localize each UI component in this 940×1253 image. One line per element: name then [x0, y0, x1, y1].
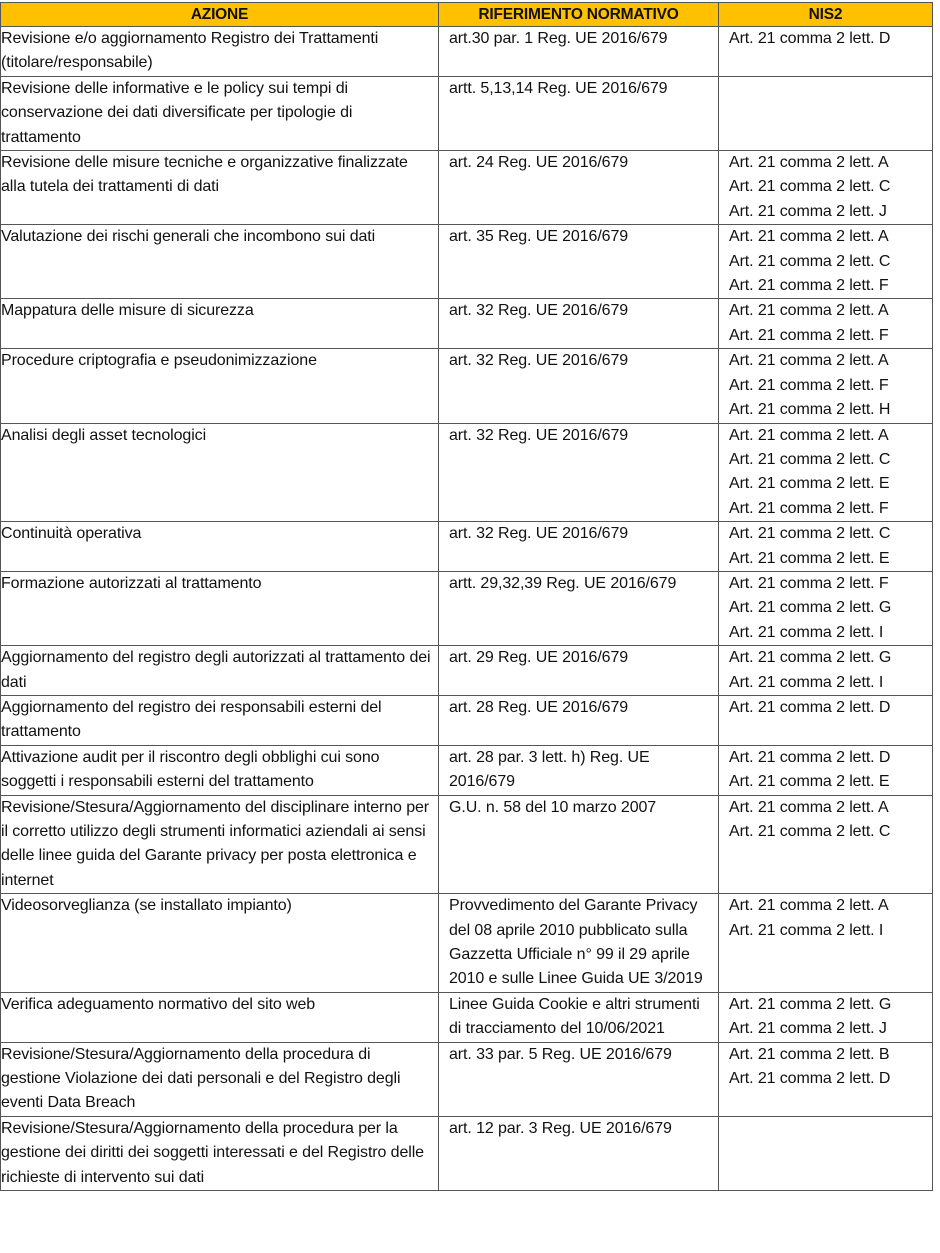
nis2-reference: Art. 21 comma 2 lett. D	[729, 748, 891, 766]
cell-nis2	[719, 423, 933, 522]
nis2-reference: Art. 21 comma 2 lett. I	[729, 921, 884, 939]
cell-nis2	[719, 349, 933, 423]
nis2-reference: Art. 21 comma 2 lett. A	[729, 228, 889, 246]
nis2-reference: Art. 21 comma 2 lett. G	[729, 995, 892, 1013]
cell-riferimento-normativo: art.30 par. 1 Reg. UE 2016/679	[439, 27, 719, 77]
cell-azione: Aggiornamento del registro dei responsabili esterni del trattamento	[1, 695, 439, 745]
cell-riferimento-normativo: art. 32 Reg. UE 2016/679	[439, 522, 719, 572]
nis2-reference: Art. 21 comma 2 lett. C	[729, 252, 891, 270]
table-header-row	[1, 3, 933, 27]
cell-riferimento-normativo: art. 32 Reg. UE 2016/679	[439, 423, 719, 522]
header-azione: AZIONE	[1, 3, 439, 27]
nis2-reference: Art. 21 comma 2 lett. J	[729, 202, 887, 220]
cell-azione: Attivazione audit per il riscontro degli obblighi cui sono soggetti i responsabili esterni del trattamento	[1, 745, 439, 795]
cell-azione: Revisione delle informative e le policy sui tempi di conservazione dei dati diversificate per tipologie di trattamento	[1, 76, 439, 150]
cell-riferimento-normativo: art. 29 Reg. UE 2016/679	[439, 646, 719, 696]
nis2-reference: Art. 21 comma 2 lett. F	[729, 277, 889, 295]
cell-nis2	[719, 27, 933, 77]
cell-riferimento-normativo: Provvedimento del Garante Privacy del 08 aprile 2010 pubblicato sulla Gazzetta Ufficiale n° 99 il 29 aprile 2010 e sulle Linee Guida UE 3/2019	[439, 894, 719, 993]
cell-nis2	[719, 225, 933, 299]
cell-riferimento-normativo: art. 24 Reg. UE 2016/679	[439, 151, 719, 225]
cell-riferimento-normativo: art. 33 par. 5 Reg. UE 2016/679	[439, 1042, 719, 1116]
cell-azione: Videosorveglianza (se installato impianto)	[1, 894, 439, 993]
nis2-reference: Art. 21 comma 2 lett. I	[729, 623, 884, 641]
table-row	[1, 225, 933, 299]
table-row	[1, 151, 933, 225]
header-nis2: NIS2	[719, 3, 933, 27]
table-row	[1, 27, 933, 77]
cell-riferimento-normativo: art. 28 par. 3 lett. h) Reg. UE 2016/679	[439, 745, 719, 795]
table-row	[1, 894, 933, 993]
nis2-reference: Art. 21 comma 2 lett. F	[729, 376, 889, 394]
nis2-reference: Art. 21 comma 2 lett. A	[729, 897, 889, 915]
cell-nis2	[719, 695, 933, 745]
header-riferimento-normativo: RIFERIMENTO NORMATIVO	[439, 3, 719, 27]
cell-azione: Revisione/Stesura/Aggiornamento del disciplinare interno per il corretto utilizzo degli strumenti informatici aziendali ai sensi delle linee guida del Garante privacy per posta elettronica e internet	[1, 795, 439, 894]
cell-nis2	[719, 1042, 933, 1116]
table-row	[1, 795, 933, 894]
cell-azione: Revisione delle misure tecniche e organizzative finalizzate alla tutela dei trattamenti di dati	[1, 151, 439, 225]
cell-riferimento-normativo: art. 12 par. 3 Reg. UE 2016/679	[439, 1116, 719, 1190]
nis2-reference: Art. 21 comma 2 lett. B	[729, 1045, 890, 1063]
cell-nis2	[719, 646, 933, 696]
nis2-reference: Art. 21 comma 2 lett. G	[729, 649, 892, 667]
nis2-reference: Art. 21 comma 2 lett. C	[729, 525, 891, 543]
cell-riferimento-normativo: art. 35 Reg. UE 2016/679	[439, 225, 719, 299]
cell-azione: Formazione autorizzati al trattamento	[1, 571, 439, 645]
table-row	[1, 299, 933, 349]
cell-riferimento-normativo: Linee Guida Cookie e altri strumenti di tracciamento del 10/06/2021	[439, 992, 719, 1042]
table-row	[1, 423, 933, 522]
cell-nis2	[719, 992, 933, 1042]
nis2-reference: Art. 21 comma 2 lett. F	[729, 326, 889, 344]
cell-nis2	[719, 76, 933, 150]
cell-azione: Verifica adeguamento normativo del sito web	[1, 992, 439, 1042]
cell-riferimento-normativo: art. 28 Reg. UE 2016/679	[439, 695, 719, 745]
nis2-reference: Art. 21 comma 2 lett. D	[729, 698, 891, 716]
cell-nis2	[719, 795, 933, 894]
cell-riferimento-normativo: artt. 5,13,14 Reg. UE 2016/679	[439, 76, 719, 150]
nis2-reference: Art. 21 comma 2 lett. E	[729, 549, 890, 567]
nis2-reference: Art. 21 comma 2 lett. G	[729, 599, 892, 617]
table-row	[1, 571, 933, 645]
table-body	[1, 27, 933, 1191]
cell-nis2	[719, 522, 933, 572]
nis2-reference: Art. 21 comma 2 lett. C	[729, 178, 891, 196]
cell-riferimento-normativo: artt. 29,32,39 Reg. UE 2016/679	[439, 571, 719, 645]
table-row	[1, 992, 933, 1042]
table-row	[1, 1042, 933, 1116]
compliance-table	[0, 2, 933, 1191]
cell-nis2	[719, 571, 933, 645]
table-row	[1, 76, 933, 150]
cell-azione: Mappatura delle misure di sicurezza	[1, 299, 439, 349]
table-row	[1, 646, 933, 696]
cell-nis2	[719, 745, 933, 795]
nis2-reference: Art. 21 comma 2 lett. C	[729, 823, 891, 840]
cell-azione: Analisi degli asset tecnologici	[1, 423, 439, 522]
table-row	[1, 695, 933, 745]
cell-riferimento-normativo: art. 32 Reg. UE 2016/679	[439, 299, 719, 349]
nis2-reference: Art. 21 comma 2 lett. A	[729, 798, 889, 816]
cell-nis2	[719, 894, 933, 993]
cell-azione: Continuità operativa	[1, 522, 439, 572]
cell-nis2	[719, 1116, 933, 1190]
nis2-reference: Art. 21 comma 2 lett. A	[729, 302, 889, 320]
nis2-reference: Art. 21 comma 2 lett. J	[729, 1020, 887, 1038]
cell-nis2	[719, 299, 933, 349]
nis2-reference: Art. 21 comma 2 lett. C	[729, 450, 891, 468]
nis2-reference: Art. 21 comma 2 lett. A	[729, 154, 889, 172]
cell-azione: Procedure criptografia e pseudonimizzazione	[1, 349, 439, 423]
cell-azione: Aggiornamento del registro degli autorizzati al trattamento dei dati	[1, 646, 439, 696]
nis2-reference: Art. 21 comma 2 lett. I	[729, 673, 884, 691]
nis2-reference: Art. 21 comma 2 lett. A	[729, 352, 889, 370]
nis2-reference: Art. 21 comma 2 lett. E	[729, 475, 890, 493]
cell-riferimento-normativo: art. 32 Reg. UE 2016/679	[439, 349, 719, 423]
compliance-table-container	[0, 2, 932, 1191]
table-row	[1, 1116, 933, 1190]
table-row	[1, 745, 933, 795]
cell-azione: Valutazione dei rischi generali che incombono sui dati	[1, 225, 439, 299]
nis2-reference: Art. 21 comma 2 lett. A	[729, 426, 889, 444]
nis2-reference: Art. 21 comma 2 lett. D	[729, 30, 891, 47]
nis2-reference: Art. 21 comma 2 lett. F	[729, 499, 889, 517]
cell-riferimento-normativo: G.U. n. 58 del 10 marzo 2007	[439, 795, 719, 894]
nis2-reference: Art. 21 comma 2 lett. H	[729, 401, 891, 419]
table-row	[1, 349, 933, 423]
cell-azione: Revisione/Stesura/Aggiornamento della procedura per la gestione dei diritti dei soggetti interessati e del Registro delle richieste di intervento sui dati	[1, 1116, 439, 1190]
nis2-reference: Art. 21 comma 2 lett. E	[729, 773, 890, 791]
cell-nis2	[719, 151, 933, 225]
nis2-reference: Art. 21 comma 2 lett. F	[729, 574, 889, 592]
cell-azione: Revisione e/o aggiornamento Registro dei Trattamenti (titolare/responsabile)	[1, 27, 439, 77]
cell-azione: Revisione/Stesura/Aggiornamento della procedura di gestione Violazione dei dati personali e del Registro degli eventi Data Breach	[1, 1042, 439, 1116]
table-row	[1, 522, 933, 572]
nis2-reference: Art. 21 comma 2 lett. D	[729, 1070, 891, 1088]
